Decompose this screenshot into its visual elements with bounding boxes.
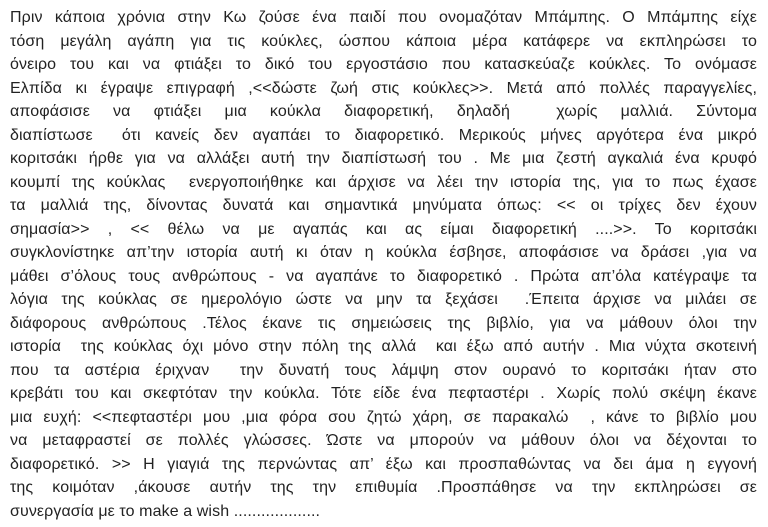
text-line: Πριν κάποια χρόνια στην Κω ζούσε ένα παιδί που ονομαζόταν Μπάμπης. Ο Μπάμπης είχε <box>10 9 757 26</box>
text-line: ιστορία της κούκλας όχι μόνο στην πόλη της αλλά και έξω από αυτήν . Μια νύχτα σκοτεινή <box>10 338 757 355</box>
text-line: κουμπί της κούκλας ενεργοποιήθηκε και άρχισε να λέει την ιστορία της, για το πως έχασε <box>10 173 757 191</box>
story-paragraph <box>10 6 757 523</box>
text-line: σημασία>> , << θέλω να με αγαπάς και ας είμαι διαφορετική ....>>. Το κοριτσάκι <box>10 220 757 238</box>
text-line: λόγια της κούκλας σε ημερολόγιο ώστε να μην τα ξεχάσει .Έπειτα άρχισε να μιλάει σε <box>10 291 757 308</box>
text-line: συνεργασία με το make a wish ................... <box>10 502 321 520</box>
text-line: κρεβάτι του και σκεφτόταν την κούκλα. Τότε είδε ένα πεφταστέρι . Χωρίς πολύ σκέψη έκανε <box>10 385 757 402</box>
text-line: συγκλονίστηκε απ’την ιστορία αυτή κι όταν η κούκλα έσβησε, αποφάσισε να δράσει ,για να <box>10 244 757 261</box>
text-line: κοριτσάκι ήρθε για να αλλάξει αυτή την διαπίστωσή του . Με μια ζεστή αγκαλιά ένα κρυφό <box>10 150 757 167</box>
text-line: διαπίστωσε ότι κανείς δεν αγαπάει το διαφορετικό. Μερικούς μήνες αργότερα ένα μικρό <box>10 126 757 144</box>
text-line: τα μαλλιά της, δίνοντας δυνατά και σημαντικά μηνύματα όπως: << οι τρίχες δεν έχουν <box>10 197 757 214</box>
text-line: μια ευχή: <<πεφταστέρι μου ,μια φόρα σου ζητώ χάρη, σε παρακαλώ , κάνε το βιβλίο μου <box>10 408 757 426</box>
text-line: να μεταφραστεί σε πολλές γλώσσες. Ώστε να μπορούν να μάθουν όλοι να δέχονται το <box>10 432 757 449</box>
text-line: τόση μεγάλη αγάπη για τις κούκλες, ώσπου κάποια μέρα κατάφερε να εκπληρώσει το <box>10 32 757 50</box>
text-line: που τα αστέρια έριχναν την δυνατή τους λάμψη στον ουρανό το κοριτσάκι ήταν στο <box>10 361 757 379</box>
text-line: όνειρο του και να φτιάξει το δικό του εργοστάσιο που κατασκεύαζε κούκλες. Το ονόμασε <box>10 56 757 73</box>
text-line: αποφάσισε να φτιάξει μια κούκλα διαφορετική, δηλαδή χωρίς μαλλιά. Σύντομα <box>10 103 757 120</box>
text-line: Ελπίδα κι έγραψε επιγραφή ,<<δώστε ζωή στις κούκλες>>. Μετά από πολλές παραγγελίες, <box>10 79 757 97</box>
text-line: διαφορετικό. >> Η γιαγιά της περνώντας απ’ έξω και προσπαθώντας να δει άμα η εγγονή <box>10 455 757 473</box>
text-line: διάφορους ανθρώπους .Τέλος έκανε τις σημειώσεις της βιβλίο, για να μάθουν όλοι την <box>10 314 757 332</box>
text-line: μάθει σ’όλους τους ανθρώπους - να αγαπάνε το διαφορετικό . Πρώτα απ’όλα κατέγραψε τα <box>10 267 757 285</box>
text-line: της κοιμόταν ,άκουσε αυτήν της την επιθυμία .Προσπάθησε να την εκπληρώσει σε <box>10 479 757 496</box>
